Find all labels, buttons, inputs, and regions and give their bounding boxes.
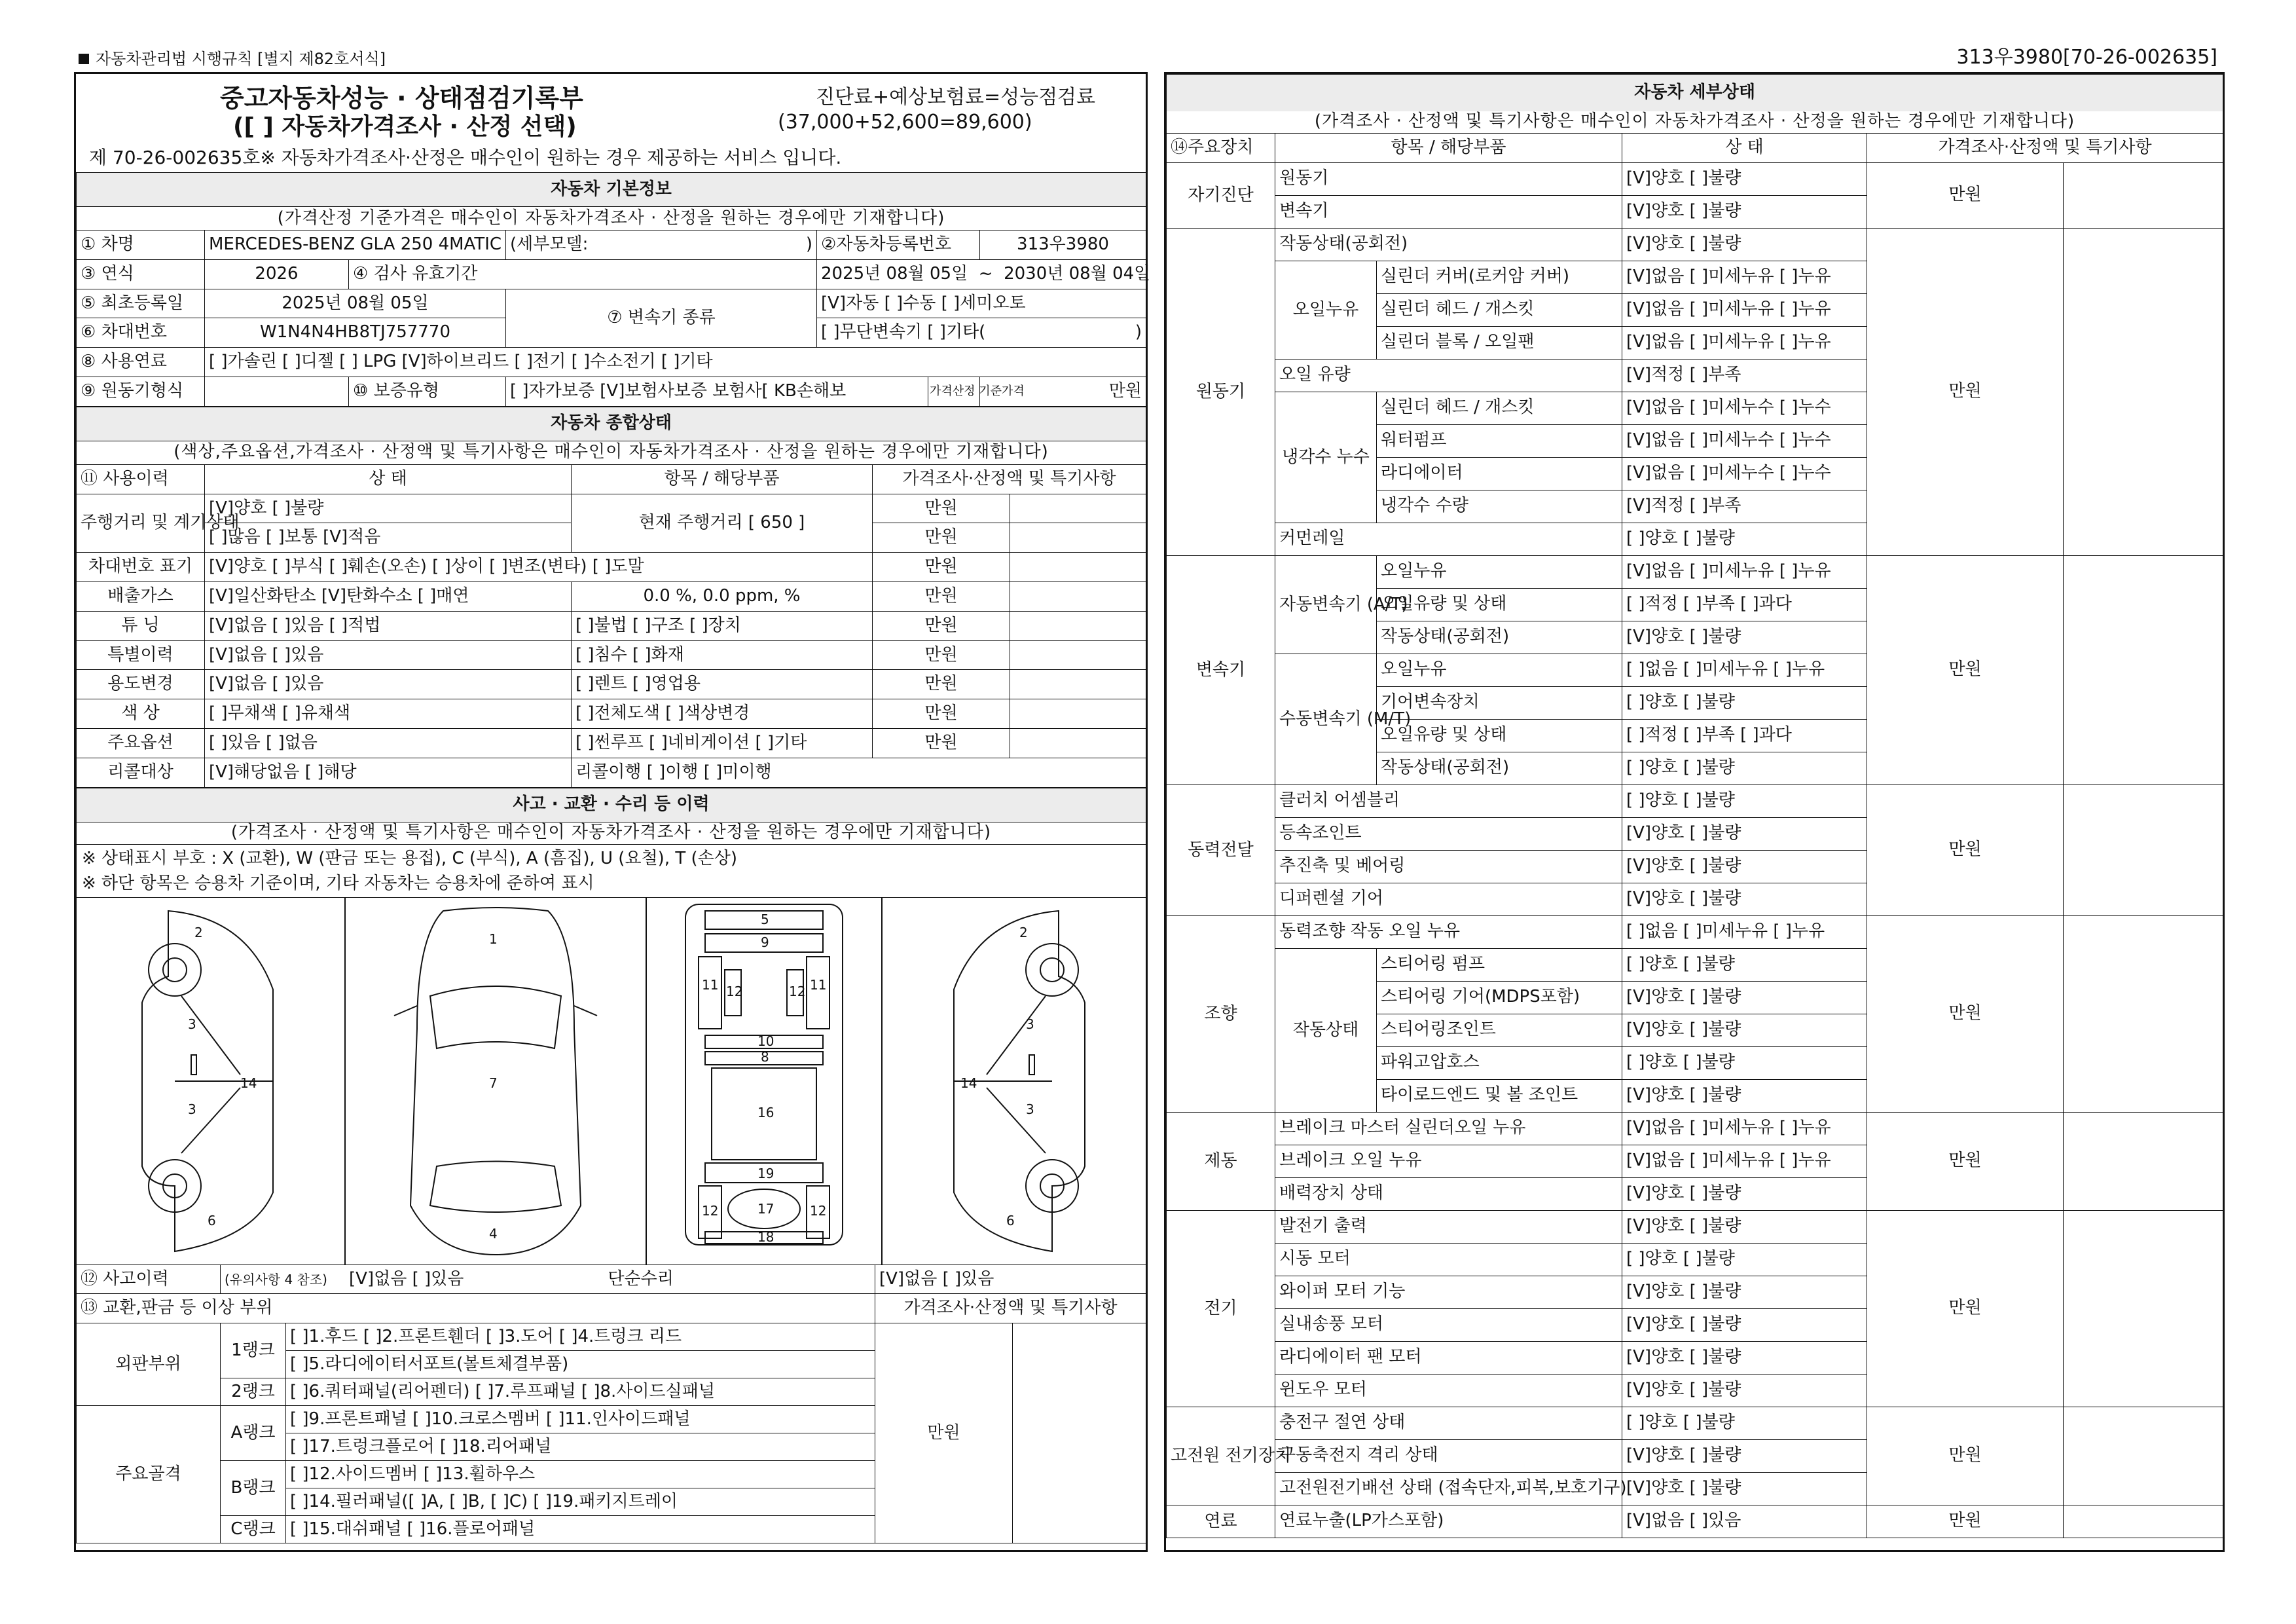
status-column-header: 상 태 [205,464,572,494]
item-status: [ ]양호 [ ]불량 [1622,784,1867,817]
item-label: 브레이크 마스터 실린더오일 누유 [1275,1112,1622,1145]
transmission-type-options-2: [ ]무단변속기 [ ]기타( ) [817,318,1146,348]
device-group-label: 자기진단 [1167,162,1275,228]
engine-type-value [205,377,349,406]
blank-cell [1010,611,1146,640]
rank-a-line-1: [ ]9.프론트패널 [ ]10.크로스멤버 [ ]11.인사이드패널 [286,1406,875,1433]
item-status: [V]양호 [ ]불량 [1622,1177,1867,1210]
item-label: 디퍼렌셜 기어 [1275,883,1622,915]
item-label: 타이로드엔드 및 볼 조인트 [1377,1079,1622,1112]
item-label: 냉각수 수량 [1377,490,1622,523]
item-status: [V]양호 [ ]불량 [1622,981,1867,1014]
blank-cell [1010,728,1146,758]
color-items: [ ]전체도색 [ ]색상변경 [572,699,873,729]
item-status: [V]없음 [ ]미세누수 [ ]누수 [1622,392,1867,424]
blank-cell [1010,494,1146,523]
item-header: 항목 / 해당부품 [1275,134,1622,163]
svg-text:5: 5 [761,911,769,927]
special-history-items: [ ]침수 [ ]화재 [572,640,873,670]
first-registration-value: 2025년 08월 05일 [205,289,506,318]
mileage-status-a: [V]양호 [ ]불량 [205,494,572,523]
svg-text:18: 18 [757,1228,774,1245]
basic-info-note: (가격산정 기준가격은 매수인이 자동차가격조사 · 산정을 원하는 경우에만 기재합니다) [77,207,1146,231]
item-label: 워터펌프 [1377,424,1622,457]
item-status: [ ]없음 [ ]미세누유 [ ]누유 [1622,915,1867,948]
special-history-status: [V]없음 [ ]있음 [205,640,572,670]
legend-cell [77,844,1146,897]
accident-table [76,788,1146,1544]
item-price: 만원 [1867,1210,2064,1407]
item-label: 발전기 출력 [1275,1210,1622,1243]
item-remarks [2064,1210,2223,1407]
item-remarks [2064,1407,2223,1505]
svg-text:3: 3 [1026,1016,1034,1032]
item-status: [V]없음 [ ]미세누유 [ ]누유 [1622,261,1867,293]
item-status: [V]양호 [ ]불량 [1622,195,1867,228]
special-history-price: 만원 [873,640,1010,670]
svg-text:3: 3 [1026,1101,1034,1117]
accident-history-label: ⑫ 사고이력 [77,1264,221,1294]
item-label: 실린더 헤드 / 개스킷 [1377,392,1622,424]
item-status: [V]양호 [ ]불량 [1622,1014,1867,1046]
svg-text:19: 19 [757,1165,774,1181]
svg-text:2: 2 [1019,924,1028,940]
detail-row [1167,162,2223,195]
vin-marking-label: 차대번호 표기 [77,553,205,582]
car-name-label: ① 차명 [77,231,205,260]
sub-group-label: 수동변속기 (M/T) [1275,654,1377,784]
status-symbol-legend: ※ 상태표시 부호 : X (교환), W (판금 또는 용접), C (부식), A (흠집), U (요철), T (손상) [82,848,738,868]
mileage-status-b: [ ]많음 [ ]보통 [V]적음 [205,523,572,553]
item-label: 와이퍼 모터 기능 [1275,1276,1622,1308]
item-label: 추진축 및 베어링 [1275,850,1622,883]
overall-condition-table [76,407,1146,788]
engine-type-label: ⑨ 원동기형식 [77,377,205,406]
color-price: 만원 [873,699,1010,729]
item-label: 변속기 [1275,195,1622,228]
item-price: 만원 [1867,1407,2064,1505]
device-group-label: 연료 [1167,1505,1275,1538]
warranty-type-options: [ ]자가보증 [V]보험사보증 보험사[ KB손해보 [506,377,928,406]
mileage-price-2: 만원 [873,523,1010,553]
status-header: 상 태 [1622,134,1867,163]
mileage-label: 주행거리 및 계기상태 [77,494,205,553]
overall-condition-header: 자동차 종합상태 [77,407,1146,441]
car-right-side-view [954,911,1085,1251]
rank-c-line-1: [ ]15.대쉬패널 [ ]16.플로어패널 [286,1516,875,1543]
blank-cell [1010,670,1146,699]
svg-text:14: 14 [240,1075,257,1091]
left-title-block [76,74,1146,172]
item-status: [ ]적정 [ ]부족 [ ]과다 [1622,719,1867,752]
blank-cell [1013,1323,1146,1543]
item-label: 기어변속장치 [1377,686,1622,719]
car-frame-view [685,904,843,1245]
item-status: [ ]양호 [ ]불량 [1622,752,1867,784]
item-label: 커먼레일 [1275,523,1622,555]
svg-text:12: 12 [726,983,743,999]
item-label: 스티어링조인트 [1377,1014,1622,1046]
outer-panel-label: 외판부위 [77,1323,221,1406]
detail-row [1167,555,2223,588]
rank-a-label: A랭크 [221,1406,286,1461]
item-status: [V]없음 [ ]미세누유 [ ]누유 [1622,326,1867,359]
car-diagram-cell [77,897,1146,1264]
item-remarks [2064,162,2223,228]
detail-row [1167,915,2223,948]
options-items: [ ]썬루프 [ ]네비게이션 [ ]기타 [572,728,873,758]
document-code: 313우3980[70-26-002635] [1956,46,2217,69]
item-label: 오일누유 [1377,555,1622,588]
detail-row [1167,1210,2223,1243]
svg-text:6: 6 [208,1212,216,1228]
item-status: [V]적정 [ ]부족 [1622,359,1867,392]
blank-cell [1010,523,1146,553]
device-group-label: 고전원 전기장치 [1167,1407,1275,1505]
tuning-price: 만원 [873,611,1010,640]
form-subtitle: ([ ] 자동차가격조사 · 산정 선택) [233,113,577,140]
item-label: 오일누유 [1377,654,1622,686]
svg-text:14: 14 [960,1075,977,1091]
item-status: [V]양호 [ ]불량 [1622,1472,1867,1505]
blank-cell [1010,553,1146,582]
usage-change-items: [ ]렌트 [ ]영업용 [572,670,873,699]
svg-text:11: 11 [702,976,719,993]
fee-value: (37,000+52,600=89,600) [778,111,1032,134]
model-year-value: 2026 [205,259,349,289]
item-remarks [2064,1505,2223,1538]
rank-c-label: C랭크 [221,1516,286,1543]
item-label: 배력장치 상태 [1275,1177,1622,1210]
device-group-label: 전기 [1167,1210,1275,1407]
item-label: 시동 모터 [1275,1243,1622,1276]
svg-text:8: 8 [761,1048,769,1065]
device-group-label: 조향 [1167,915,1275,1112]
options-label: 주요옵션 [77,728,205,758]
registration-number-value: 313우3980 [980,231,1146,260]
item-status: [V]없음 [ ]미세누유 [ ]누유 [1622,293,1867,326]
accident-header: 사고 · 교환 · 수리 등 이력 [77,788,1146,822]
svg-text:2: 2 [194,924,203,940]
item-status: [V]양호 [ ]불량 [1622,850,1867,883]
item-status: [V]양호 [ ]불량 [1622,1374,1867,1407]
fuel-label: ⑧ 사용연료 [77,348,205,377]
blank-cell [1010,581,1146,611]
fuel-options: [ ]가솔린 [ ]디젤 [ ] LPG [V]하이브리드 [ ]전기 [ ]수소전기 [ ]기타 [205,348,1146,377]
svg-text:4: 4 [489,1225,498,1242]
usage-change-label: 용도변경 [77,670,205,699]
svg-text:1: 1 [489,931,498,947]
inspection-validity-label: ④ 검사 유효기간 [349,259,817,289]
item-label: 브레이크 오일 누유 [1275,1145,1622,1177]
item-label: 원동기 [1275,162,1622,195]
detail-status-table [1166,74,2223,1538]
emission-price: 만원 [873,581,1010,611]
item-label: 클러치 어셈블리 [1275,784,1622,817]
fee-label: 진단료+예상보험료=성능점검료 [816,86,1096,109]
vin-marking-status: [V]양호 [ ]부식 [ ]훼손(오손) [ ]상이 [ ]변조(변타) [ ]도말 [205,553,873,582]
price-header: 가격조사·산정액 및 특기사항 [1867,134,2223,163]
vin-value: W1N4N4HB8TJ757770 [205,318,506,348]
item-label: 스티어링 기어(MDPS포함) [1377,981,1622,1014]
warranty-type-label: ⑩ 보증유형 [349,377,506,406]
item-label: 라디에이터 팬 모터 [1275,1341,1622,1374]
item-label: 실린더 커버(로커암 커버) [1377,261,1622,293]
item-status: [V]없음 [ ]미세누수 [ ]누수 [1622,457,1867,490]
recall-status: [V]해당없음 [ ]해당 [205,758,572,787]
item-status: [ ]양호 [ ]불량 [1622,1407,1867,1439]
base-price-value: 만원 [980,377,1146,406]
item-label: 윈도우 모터 [1275,1374,1622,1407]
item-price: 만원 [1867,1112,2064,1210]
svg-text:6: 6 [1006,1212,1015,1228]
item-remarks [2064,784,2223,915]
svg-text:12: 12 [789,983,806,999]
item-label: 실내송풍 모터 [1275,1308,1622,1341]
transmission-type-label: ⑦ 변속기 종류 [506,289,817,348]
transmission-type-options: [V]자동 [ ]수동 [ ]세미오토 [817,289,1146,318]
detail-status-header: 자동차 세부상태 [1167,75,2223,111]
item-status: [ ]양호 [ ]불량 [1622,686,1867,719]
detail-row [1167,1112,2223,1145]
svg-text:9: 9 [761,934,769,950]
emission-label: 배출가스 [77,581,205,611]
sub-model-label: (세부모델: ) [506,231,817,260]
item-remarks [2064,555,2223,784]
item-status: [V]없음 [ ]미세누유 [ ]누유 [1622,555,1867,588]
color-status: [ ]무채색 [ ]유채색 [205,699,572,729]
item-label: 충전구 절연 상태 [1275,1407,1622,1439]
usage-change-status: [V]없음 [ ]있음 [205,670,572,699]
svg-text:16: 16 [757,1104,774,1120]
device-group-label: 제동 [1167,1112,1275,1210]
car-top-view [394,908,597,1255]
item-status: [V]없음 [ ]미세누유 [ ]누유 [1622,1112,1867,1145]
inspection-validity-value: 2025년 08월 05일 ~ 2030년 08월 04일 [817,259,1146,289]
square-bullet-icon [79,54,89,64]
svg-text:12: 12 [702,1202,719,1219]
blank-cell [1010,699,1146,729]
document-number: 제 70-26-002635호※ 자동차가격조사·산정은 매수인이 원하는 경우 제공하는 서비스 입니다. [89,147,842,168]
form-title: 중고자동차성능 · 상태점검기록부 [220,84,583,113]
form-reference [79,46,386,69]
item-label: 실린더 헤드 / 개스킷 [1377,293,1622,326]
item-status: [ ]양호 [ ]불량 [1622,523,1867,555]
item-status: [V]양호 [ ]불량 [1622,1276,1867,1308]
basic-info-table [76,172,1151,407]
first-registration-label: ⑤ 최초등록일 [77,289,205,318]
item-label: 작동상태(공회전) [1275,228,1622,261]
item-status: [ ]적정 [ ]부족 [ ]과다 [1622,588,1867,621]
item-remarks [2064,228,2223,555]
sub-group-label: 자동변속기 (A/T) [1275,555,1377,654]
item-status: [V]양호 [ ]불량 [1622,883,1867,915]
sub-group-label: 작동상태 [1275,948,1377,1112]
exchange-price-header: 가격조사·산정액 및 특기사항 [875,1294,1146,1323]
item-price: 만원 [1867,915,2064,1112]
blank-cell [1010,640,1146,670]
color-label: 색 상 [77,699,205,729]
current-mileage: 현재 주행거리 [ 650 ] [572,494,873,553]
car-name-value: MERCEDES-BENZ GLA 250 4MATIC [205,231,506,260]
usage-history-label: ⑪ 사용이력 [77,464,205,494]
base-price-label: 가격산정 기준가격 [928,377,980,406]
item-column-header: 항목 / 해당부품 [572,464,873,494]
rank-b-line-1: [ ]12.사이드멤버 [ ]13.휠하우스 [286,1461,875,1488]
accident-history-values: (유의사항 4 참조) [V]없음 [ ]있음 단순수리 [221,1264,875,1294]
svg-text:3: 3 [188,1016,196,1032]
item-label: 오일유량 및 상태 [1377,588,1622,621]
detail-body [1167,162,2223,1538]
item-status: [ ]양호 [ ]불량 [1622,1243,1867,1276]
item-status: [V]없음 [ ]미세누유 [ ]누유 [1622,1145,1867,1177]
recall-label: 리콜대상 [77,758,205,787]
svg-text:12: 12 [810,1202,827,1219]
item-label: 실린더 블록 / 오일팬 [1377,326,1622,359]
item-status: [V]양호 [ ]불량 [1622,1439,1867,1472]
item-status: [V]양호 [ ]불량 [1622,621,1867,654]
item-status: [V]양호 [ ]불량 [1622,228,1867,261]
item-label: 스티어링 펌프 [1377,948,1622,981]
rank-2-label: 2랭크 [221,1378,286,1406]
car-damage-diagram [77,898,1146,1264]
item-label: 고전원전기배선 상태 (접속단자,피복,보호기구) [1275,1472,1622,1505]
item-price: 만원 [1867,784,2064,915]
item-price: 만원 [1867,1505,2064,1538]
device-group-label: 변속기 [1167,555,1275,784]
main-device-header: ⑭주요장치 [1167,134,1275,163]
form-ref-text: 자동차관리법 시행규칙 [별지 제82호서식] [96,50,386,68]
tuning-items: [ ]불법 [ ]구조 [ ]장치 [572,611,873,640]
item-label: 동력조향 작동 오일 누유 [1275,915,1622,948]
svg-text:7: 7 [489,1075,498,1091]
svg-text:11: 11 [810,976,827,993]
car-left-side-view [142,911,273,1251]
rank-2-line-1: [ ]6.쿼터패널(리어펜더) [ ]7.루프패널 [ ]8.사이드실패널 [286,1378,875,1406]
item-status: [V]양호 [ ]불량 [1622,1079,1867,1112]
item-status: [ ]없음 [ ]미세누유 [ ]누유 [1622,654,1867,686]
model-year-label: ③ 연식 [77,259,205,289]
svg-text:10: 10 [757,1033,774,1049]
tuning-label: 튜 닝 [77,611,205,640]
item-label: 등속조인트 [1275,817,1622,850]
item-status: [V]적정 [ ]부족 [1622,490,1867,523]
item-label: 구동축전지 격리 상태 [1275,1439,1622,1472]
item-status: [V]양호 [ ]불량 [1622,1341,1867,1374]
usage-change-price: 만원 [873,670,1010,699]
item-status: [V]양호 [ ]불량 [1622,162,1867,195]
exchange-section-label: ⑬ 교환,판금 등 이상 부위 [77,1294,875,1323]
mileage-price: 만원 [873,494,1010,523]
left-panel [74,72,1151,1552]
item-label: 파워고압호스 [1377,1046,1622,1079]
item-label: 작동상태(공회전) [1377,752,1622,784]
svg-text:17: 17 [757,1200,774,1217]
rank-1-label: 1랭크 [221,1323,286,1378]
rank-1-line-1: [ ]1.후드 [ ]2.프론트휀더 [ ]3.도어 [ ]4.트렁크 리드 [286,1323,875,1351]
item-status: [V]양호 [ ]불량 [1622,817,1867,850]
detail-status-note: (가격조사 · 산정액 및 특기사항은 매수인이 자동차가격조사 · 산정을 원하는 경우에만 기재합니다) [1167,111,2223,134]
item-remarks [2064,1112,2223,1210]
item-label: 오일유량 및 상태 [1377,719,1622,752]
exchange-price: 만원 [875,1323,1013,1543]
detail-row [1167,1505,2223,1538]
item-status: [ ]양호 [ ]불량 [1622,1046,1867,1079]
detail-row [1167,1407,2223,1439]
item-status: [V]없음 [ ]있음 [1622,1505,1867,1538]
item-status: [V]양호 [ ]불량 [1622,1308,1867,1341]
options-status: [ ]있음 [ ]없음 [205,728,572,758]
passenger-car-note: ※ 하단 항목은 승용차 기준이며, 기타 자동차는 승용차에 준하여 표시 [82,873,594,893]
price-column-header: 가격조사·산정액 및 특기사항 [873,464,1146,494]
options-price: 만원 [873,728,1010,758]
recall-items: 리콜이행 [ ]이행 [ ]미이행 [572,758,1146,787]
vin-label: ⑥ 차대번호 [77,318,205,348]
main-frame-label: 주요골격 [77,1406,221,1543]
item-price: 만원 [1867,555,2064,784]
item-price: 만원 [1867,162,2064,228]
detail-row [1167,784,2223,817]
rank-b-label: B랭크 [221,1461,286,1516]
item-status: [V]없음 [ ]미세누수 [ ]누수 [1622,424,1867,457]
simple-repair-values: [V]없음 [ ]있음 [875,1264,1146,1294]
sub-group-label: 오일누유 [1275,261,1377,359]
vin-marking-price: 만원 [873,553,1010,582]
item-price: 만원 [1867,228,2064,555]
item-label: 라디에이터 [1377,457,1622,490]
rank-1-line-2: [ ]5.라디에이터서포트(볼트체결부품) [286,1351,875,1378]
emission-status: [V]일산화탄소 [V]탄화수소 [ ]매연 [205,581,572,611]
rank-a-line-2: [ ]17.트렁크플로어 [ ]18.리어패널 [286,1433,875,1461]
device-group-label: 원동기 [1167,228,1275,555]
item-remarks [2064,915,2223,1112]
rank-b-line-2: [ ]14.필러패널([ ]A, [ ]B, [ ]C) [ ]19.패키지트레이 [286,1488,875,1516]
item-status: [V]양호 [ ]불량 [1622,1210,1867,1243]
tuning-status: [V]없음 [ ]있음 [ ]적법 [205,611,572,640]
sub-group-label: 냉각수 누수 [1275,392,1377,523]
item-status: [ ]양호 [ ]불량 [1622,948,1867,981]
right-panel [1164,72,2225,1552]
emission-values: 0.0 %, 0.0 ppm, % [572,581,873,611]
special-history-label: 특별이력 [77,640,205,670]
item-label: 연료누출(LP가스포함) [1275,1505,1622,1538]
svg-text:3: 3 [188,1101,196,1117]
detail-row [1167,228,2223,261]
basic-info-header: 자동차 기본정보 [77,173,1146,207]
device-group-label: 동력전달 [1167,784,1275,915]
item-label: 오일 유량 [1275,359,1622,392]
registration-number-label: ②자동차등록번호 [817,231,980,260]
item-label: 작동상태(공회전) [1377,621,1622,654]
overall-condition-note: (색상,주요옵션,가격조사 · 산정액 및 특기사항은 매수인이 자동차가격조사 · 산정을 원하는 경우에만 기재합니다) [77,441,1146,464]
accident-note: (가격조사 · 산정액 및 특기사항은 매수인이 자동차가격조사 · 산정을 원하는 경우에만 기재합니다) [77,822,1146,844]
